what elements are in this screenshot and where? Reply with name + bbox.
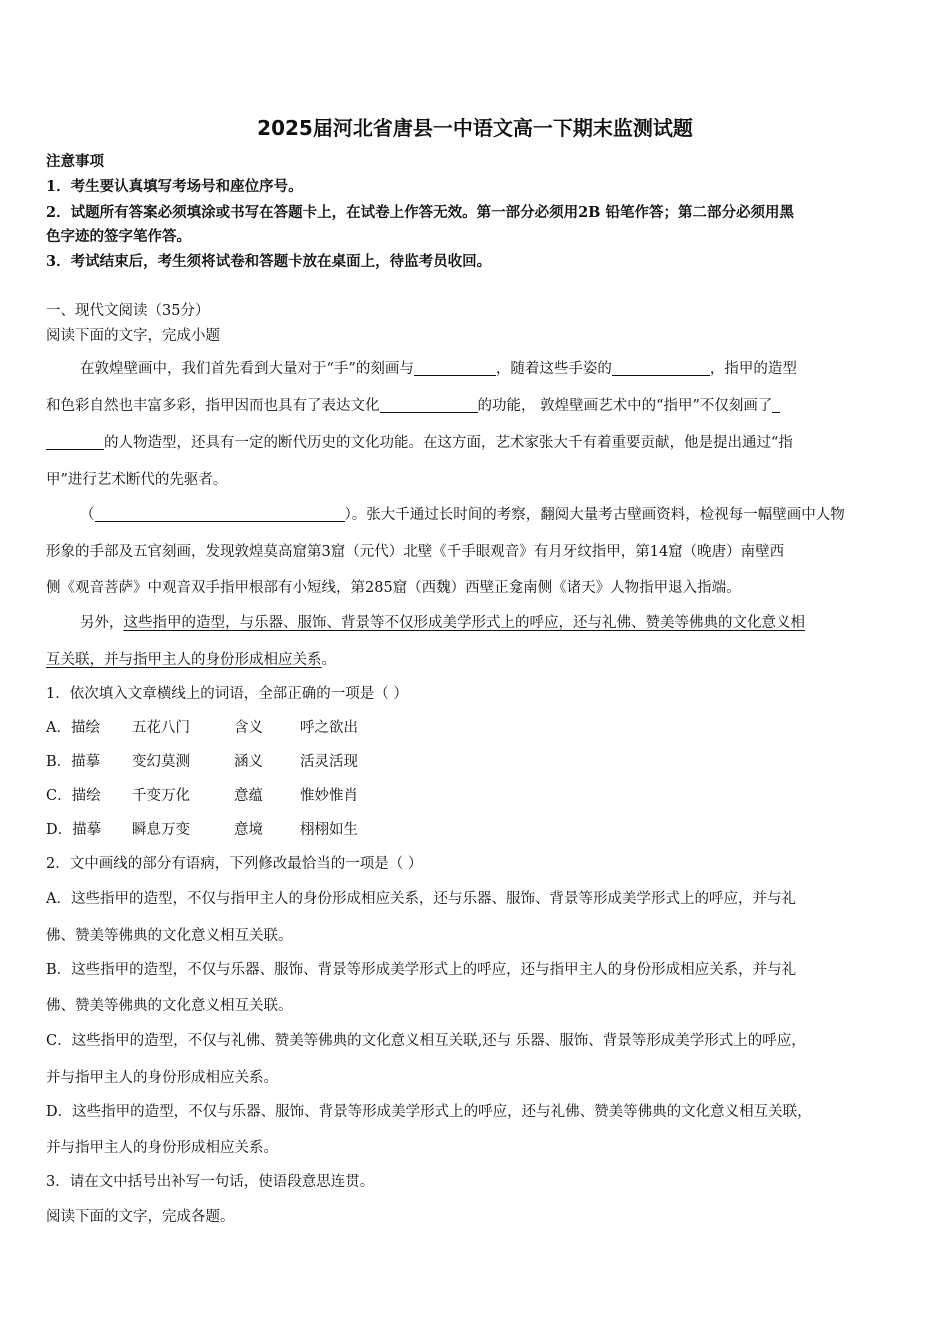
passage-text: ，指甲的造型: [709, 361, 797, 377]
passage-line: [80, 359, 797, 379]
passage-text: 另外，: [80, 615, 124, 631]
option-word: 千变万化: [132, 788, 190, 804]
passage-line: 甲”进行艺术断代的先驱者。: [46, 472, 228, 488]
question-stem: 1．依次填入文章横线上的词语，全部正确的一项是（ ）: [46, 686, 408, 702]
passage-text: ）。张大千通过长时间的考察，翻阅大量考古壁画资料，检视每一幅壁画中人物: [344, 507, 845, 523]
passage-text: 。: [321, 652, 336, 668]
option-word: 呼之欲出: [300, 720, 358, 736]
option-word: 变幻莫测: [132, 754, 190, 770]
option-word: 意蕴: [234, 788, 263, 804]
option-word: 栩栩如生: [300, 822, 358, 838]
option-line: 并与指甲主人的身份形成相应关系。: [46, 1070, 278, 1086]
option-label: A．描绘: [46, 720, 100, 736]
option-row: [46, 718, 358, 738]
underlined-text: 互关联，并与指甲主人的身份形成相应关系: [46, 652, 322, 668]
option-row: [46, 752, 358, 772]
fill-blank-1: [414, 360, 496, 376]
section-heading: 一、现代文阅读（35分）: [46, 303, 210, 319]
passage-line: [80, 613, 805, 633]
passage-line: [46, 433, 793, 453]
passage-text: （: [80, 507, 95, 523]
passage-text: ，随着这些手姿的: [495, 361, 612, 377]
option-word: 涵义: [234, 754, 263, 770]
option-line: D．这些指甲的造型，不仅与乐器、服饰、背景等形成美学形式上的呼应，还与礼佛、赞美等佛典的文化意义相互关联，: [46, 1104, 812, 1120]
fill-blank-4-start: [772, 397, 780, 413]
passage-line: [46, 650, 336, 670]
option-label: D．描摹: [46, 822, 102, 838]
option-word: 瞬息万变: [132, 822, 190, 838]
notice-item: 色字迹的签字笔作答。: [46, 228, 191, 245]
option-line: 佛、赞美等佛典的文化意义相互关联。: [46, 928, 293, 944]
notice-item: 2．试题所有答案必须填涂或书写在答题卡上，在试卷上作答无效。第一部分必须用2B 铅笔作答；第二部分必须用黑: [46, 204, 794, 221]
option-line: 佛、赞美等佛典的文化意义相互关联。: [46, 998, 293, 1014]
section-intro: 阅读下面的文字，完成小题: [46, 328, 220, 344]
notice-heading: 注意事项: [46, 153, 104, 170]
option-label: C．描绘: [46, 788, 101, 804]
option-line: 并与指甲主人的身份形成相应关系。: [46, 1140, 278, 1156]
fill-blank-4-end: [46, 434, 104, 450]
answer-bracket-blank: [95, 506, 345, 522]
question-stem: 2．文中画线的部分有语病，下列修改最恰当的一项是（ ）: [46, 856, 423, 872]
passage-line: [80, 505, 845, 525]
option-word: 五花八门: [132, 720, 190, 736]
section-intro: 阅读下面的文字，完成各题。: [46, 1209, 235, 1225]
fill-blank-3: [380, 397, 478, 413]
fill-blank-2: [612, 360, 710, 376]
option-word: 活灵活现: [300, 754, 358, 770]
passage-text: 的功能， 敦煌壁画艺术中的“指甲”不仅刻画了: [477, 398, 773, 414]
passage-line: 侧《观音菩萨》中观音双手指甲根部有小短线，第285窟（西魏）西壁正龛南侧《诸天》人物指甲退入指端。: [46, 580, 741, 596]
option-line: C．这些指甲的造型，不仅与礼佛、赞美等佛典的文化意义相互关联,还与 乐器、服饰、背景等形成美学形式上的呼应，: [46, 1033, 806, 1049]
passage-text: 的人物造型，还具有一定的断代历史的文化功能。在这方面，艺术家张大千有着重要贡献，他是提出通过“指: [104, 435, 793, 451]
option-line: A．这些指甲的造型，不仅与指甲主人的身份形成相应关系，还与乐器、服饰、背景等形成美学形式上的呼应，并与礼: [46, 891, 796, 907]
page-title: 2025届河北省唐县一中语文高一下期末监测试题: [257, 116, 693, 140]
notice-item: 3．考试结束后，考生须将试卷和答题卡放在桌面上，待监考员收回。: [46, 253, 492, 270]
option-word: 意境: [234, 822, 263, 838]
passage-text: 在敦煌壁画中，我们首先看到大量对于“手”的刻画与: [80, 361, 414, 377]
passage-line: 形象的手部及五官刻画，发现敦煌莫高窟第3窟（元代）北壁《千手眼观音》有月牙纹指甲，第14窟（晚唐）南壁西: [46, 544, 785, 560]
option-word: 惟妙惟肖: [300, 788, 358, 804]
underlined-text: 这些指甲的造型，与乐器、服饰、背景等不仅形成美学形式上的呼应，还与礼佛、赞美等佛典的文化意义相: [123, 615, 805, 631]
option-line: B．这些指甲的造型，不仅与乐器、服饰、背景等形成美学形式上的呼应，还与指甲主人的身份形成相应关系，并与礼: [46, 962, 797, 978]
option-row: [46, 786, 358, 806]
option-word: 含义: [234, 720, 263, 736]
option-label: B．描摹: [46, 754, 101, 770]
passage-line: [46, 396, 780, 416]
option-row: [46, 820, 358, 840]
passage-text: 和色彩自然也丰富多彩，指甲因而也具有了表达文化: [46, 398, 380, 414]
notice-item: 1．考生要认真填写考场号和座位序号。: [46, 178, 303, 195]
question-stem: 3．请在文中括号出补写一句话，使语段意思连贯。: [46, 1174, 375, 1190]
